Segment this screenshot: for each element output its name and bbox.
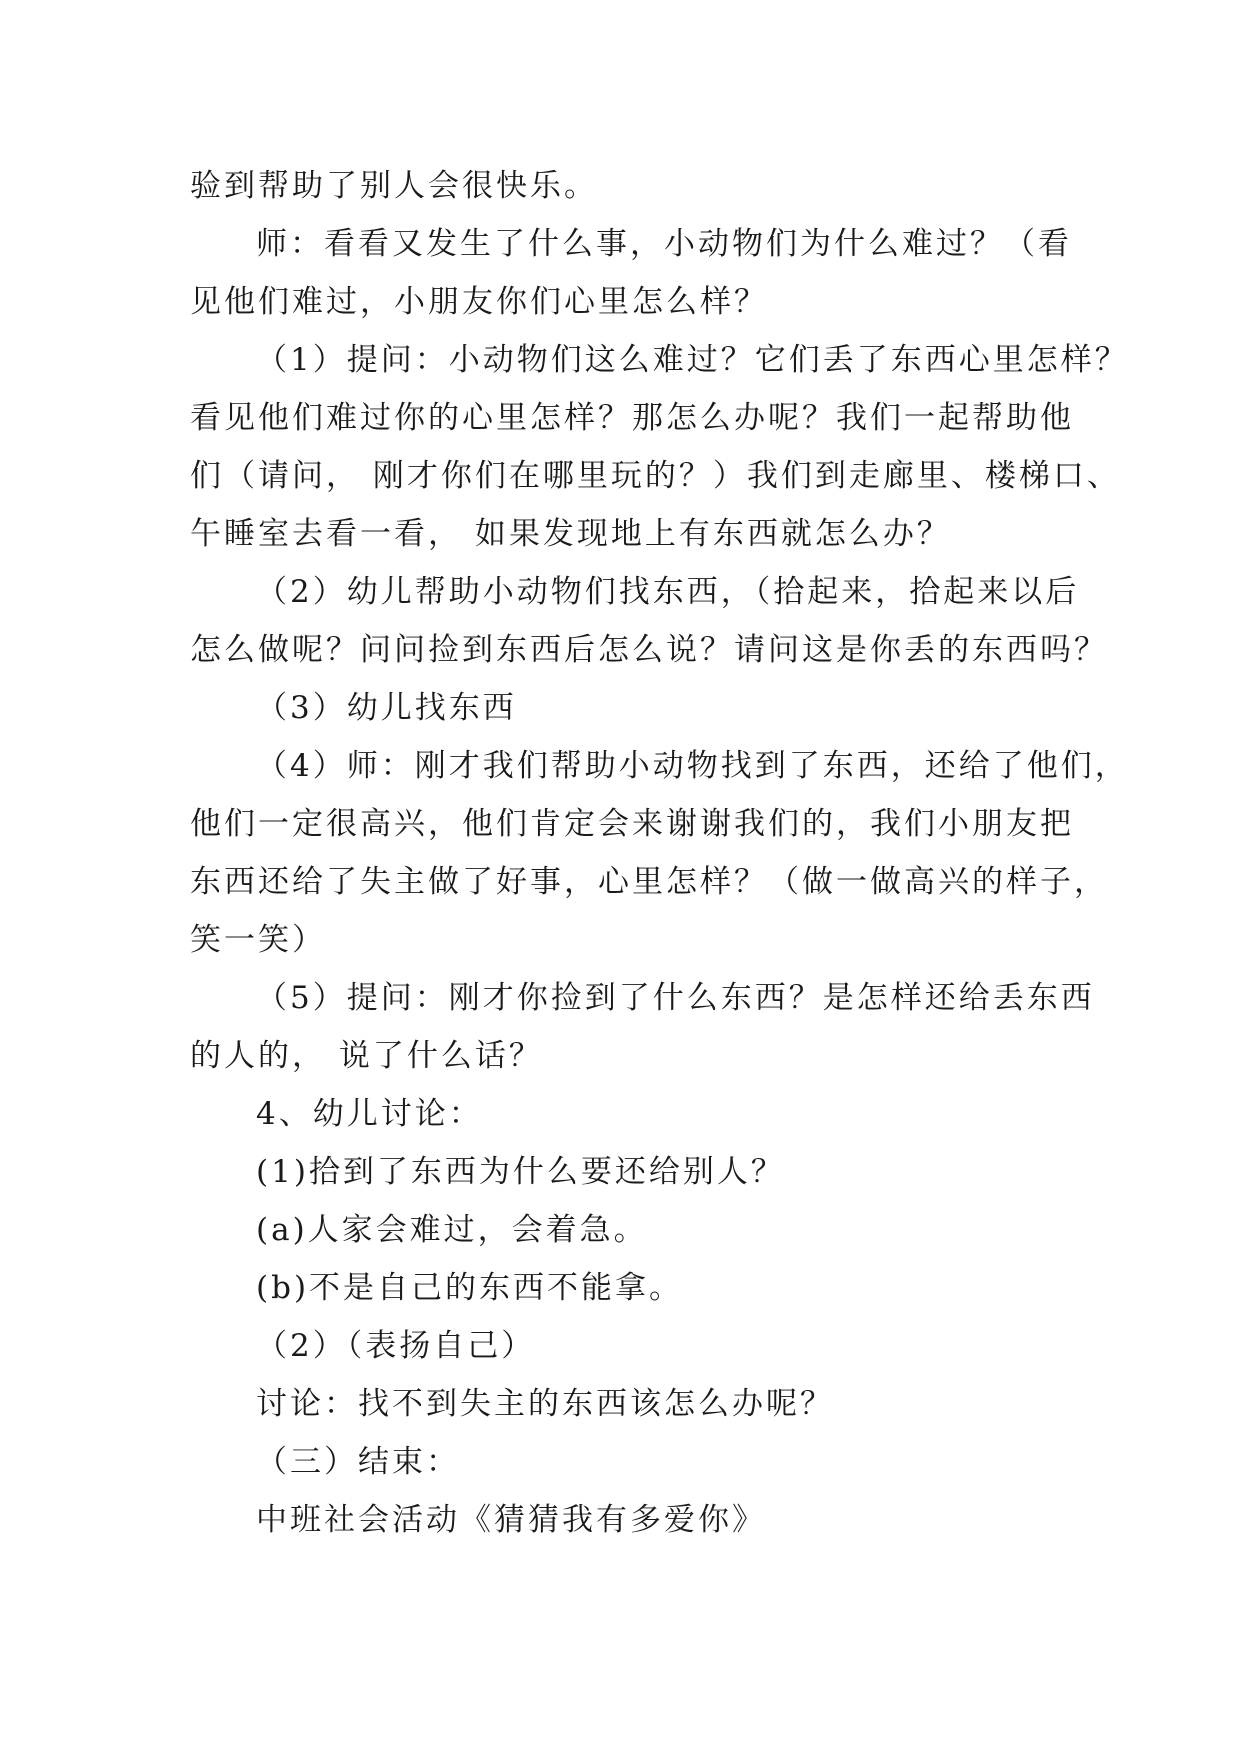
section-heading: 4、幼儿讨论： bbox=[256, 1096, 483, 1132]
text-line: （4）师：刚才我们帮助小动物找到了东西，还给了他们， bbox=[256, 748, 1129, 784]
text-line: 午睡室去看一看， 如果发现地上有东西就怎么办？ bbox=[190, 516, 951, 552]
text-line: 师：看看又发生了什么事，小动物们为什么难过？（看 bbox=[256, 226, 1072, 262]
text-line: （3）幼儿找东西 bbox=[256, 690, 517, 726]
text-line: 笑一笑） bbox=[190, 922, 326, 958]
activity-title: 中班社会活动《猜猜我有多爱你》 bbox=[256, 1502, 766, 1538]
text-line: 怎么做呢？问问捡到东西后怎么说？请问这是你丢的东西吗？ bbox=[190, 632, 1108, 668]
text-line: 验到帮助了别人会很快乐。 bbox=[190, 168, 598, 204]
text-line: 见他们难过，小朋友你们心里怎么样？ bbox=[190, 284, 768, 320]
text-line: 他们一定很高兴，他们肯定会来谢谢我们的，我们小朋友把 bbox=[190, 806, 1074, 842]
text-line: 的人的， 说了什么话？ bbox=[190, 1038, 543, 1074]
text-line: 讨论：找不到失主的东西该怎么办呢？ bbox=[256, 1386, 834, 1422]
document-body bbox=[190, 157, 1129, 1549]
section-heading: （三）结束： bbox=[256, 1444, 460, 1480]
text-line: (a)人家会难过，会着急。 bbox=[256, 1212, 648, 1248]
text-line: （1）提问：小动物们这么难过？它们丢了东西心里怎样？ bbox=[256, 342, 1129, 378]
text-line: （2）（表扬自己） bbox=[256, 1328, 536, 1364]
text-line: （2）幼儿帮助小动物们找东西，（拾起来，拾起来以后 bbox=[256, 574, 1080, 610]
text-line: (b)不是自己的东西不能拿。 bbox=[256, 1270, 684, 1306]
text-line: 看见他们难过你的心里怎样？那怎么办呢？我们一起帮助他 bbox=[190, 400, 1074, 436]
text-line: （5）提问：刚才你捡到了什么东西？是怎样还给丢东西 bbox=[256, 980, 1095, 1016]
text-line: 东西还给了失主做了好事，心里怎样？（做一做高兴的样子， bbox=[190, 864, 1108, 900]
text-line: (1)拾到了东西为什么要还给别人？ bbox=[256, 1154, 785, 1190]
text-line: 们（请问， 刚才你们在哪里玩的？）我们到走廊里、楼梯口、 bbox=[190, 458, 1121, 494]
